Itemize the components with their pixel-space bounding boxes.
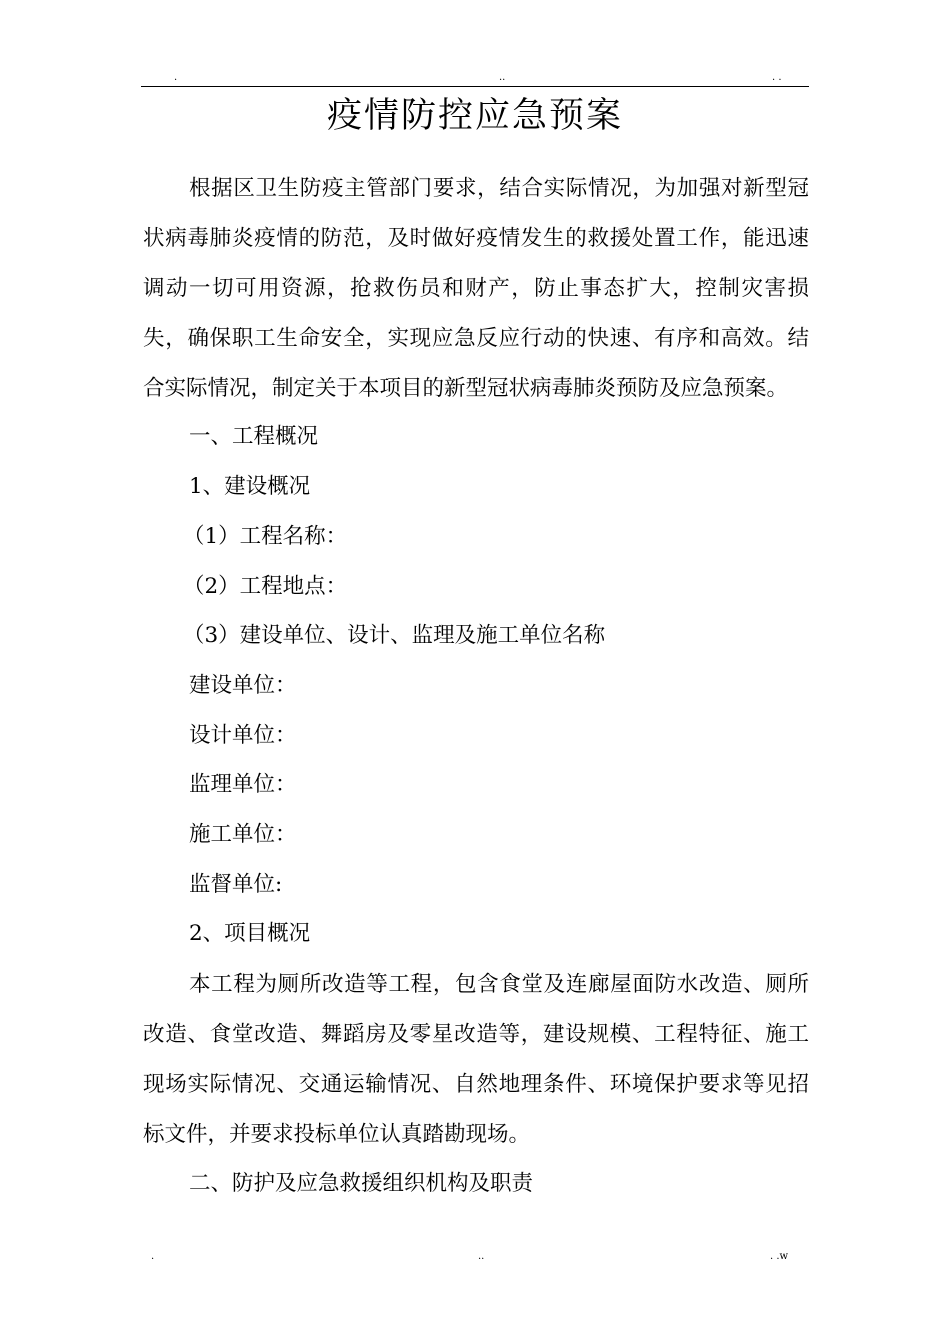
unit-builder: 施工单位： xyxy=(189,822,297,847)
footer-mark-center: .. xyxy=(478,1251,485,1262)
header-mark-left: . xyxy=(174,72,178,83)
unit-design: 设计单位： xyxy=(189,723,297,748)
item-parties: （3）建设单位、设计、监理及施工单位名称 xyxy=(183,623,606,648)
unit-construction: 建设单位： xyxy=(189,673,297,698)
item-project-location: （2）工程地点： xyxy=(183,574,348,599)
intro-paragraph: 根据区卫生防疫主管部门要求，结合实际情况，为加强对新型冠状病毒肺炎疫情的防范，及时做好疫情发生的救援处置工作，能迅速调动一切可用资源，抢救伤员和财产，防止事态扩大，控制灾害损失，确保职工生命安全，实现应急反应行动的快速、有序和高效。结合实际情况，制定关于本项目的新型冠状病毒肺炎预防及应急预案。 xyxy=(143,176,809,401)
header-mark-center: .. xyxy=(499,72,506,83)
project-overview-paragraph: 本工程为厕所改造等工程，包含食堂及连廊屋面防水改造、厕所改造、食堂改造、舞蹈房及零星改造等，建设规模、工程特征、施工现场实际情况、交通运输情况、自然地理条件、环境保护要求等见招标文件，并要求投标单位认真踏勘现场。 xyxy=(143,972,809,1147)
header-rule xyxy=(141,86,809,87)
section2-heading: 二、防护及应急救援组织机构及职责 xyxy=(189,1171,534,1196)
unit-supervision: 监理单位： xyxy=(189,772,297,797)
item-project-name: （1）工程名称： xyxy=(183,524,348,549)
subsection1-heading: 1、建设概况 xyxy=(189,474,311,499)
footer-mark-right: . .w xyxy=(770,1251,789,1262)
footer-mark-left: . xyxy=(151,1251,155,1262)
unit-oversight: 监督单位: xyxy=(189,872,283,897)
subsection2-heading: 2、项目概况 xyxy=(189,921,311,946)
section1-heading: 一、工程概况 xyxy=(189,424,319,449)
header-mark-right: . . xyxy=(772,72,782,83)
document-title: 疫情防控应急预案 xyxy=(326,96,623,136)
